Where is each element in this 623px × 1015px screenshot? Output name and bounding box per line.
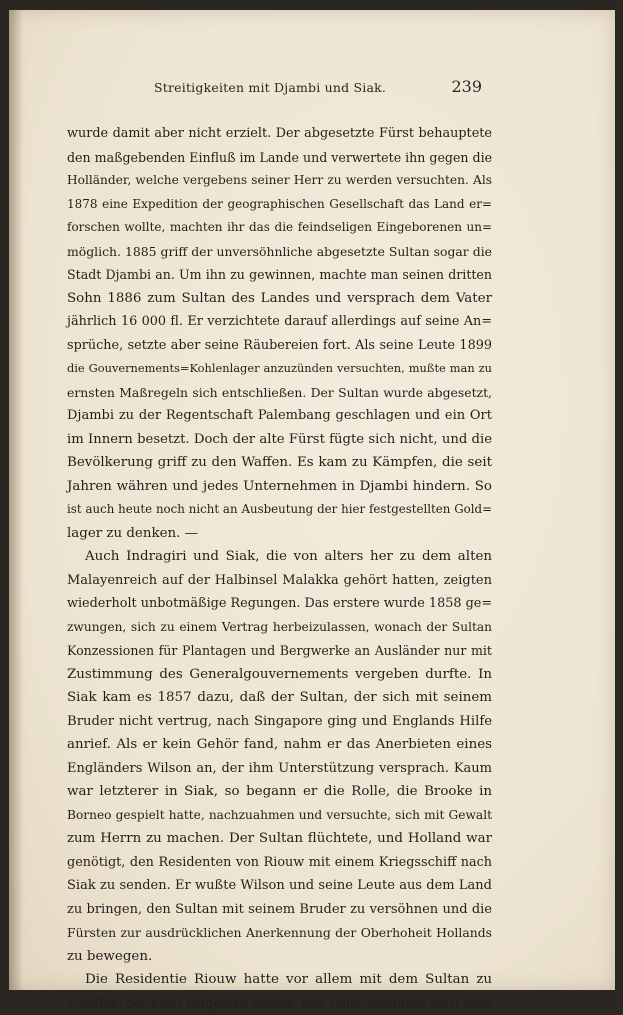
- running-head: [9, 77, 615, 99]
- text-line: Zustimmung des Generalgouvernements vergeben durfte. In: [67, 663, 492, 687]
- text-line: die Gouvernements=Kohlenlager anzuzünden versuchten, mußte man zu: [67, 357, 492, 381]
- text-line: anrief. Als er kein Gehör fand, nahm er das Anerbieten eines: [67, 733, 492, 757]
- text-line: wurde damit aber nicht erzielt. Der abgesetzte Fürst behauptete: [67, 122, 492, 146]
- text-line: Siak kam es 1857 dazu, daß der Sultan, der sich mit seinem: [67, 686, 492, 710]
- text-line: Bruder nicht vertrug, nach Singapore ging und Englands Hilfe: [67, 710, 492, 734]
- text-line: forschen wollte, machten ihr das die feindseligen Eingeborenen un=: [67, 216, 492, 240]
- text-line: schaffen, der nicht vergessen konnte, daß seine Vorfahren einst über: [67, 992, 492, 1015]
- running-title: Streitigkeiten mit Djambi und Siak.: [154, 80, 386, 95]
- text-line: Jahren währen und jedes Unternehmen in Djambi hindern. So: [67, 475, 492, 499]
- text-line: im Innern besetzt. Doch der alte Fürst fügte sich nicht, und die: [67, 428, 492, 452]
- text-line: Auch Indragiri und Siak, die von alters her zu dem alten: [67, 545, 492, 569]
- text-line: 1878 eine Expedition der geographischen Gesellschaft das Land er=: [67, 193, 492, 217]
- text-line: Sohn 1886 zum Sultan des Landes und versprach dem Vater: [67, 287, 492, 311]
- text-line: ist auch heute noch nicht an Ausbeutung der hier festgestellten Gold=: [67, 498, 492, 522]
- text-line: zum Herrn zu machen. Der Sultan flüchtete, und Holland war: [67, 827, 492, 851]
- text-line: Engländers Wilson an, der ihm Unterstützung versprach. Kaum: [67, 757, 492, 781]
- text-line: zu bringen, den Sultan mit seinem Bruder zu versöhnen und die: [67, 898, 492, 922]
- text-line: zwungen, sich zu einem Vertrag herbeizulassen, wonach der Sultan: [67, 616, 492, 640]
- text-line: wiederholt unbotmäßige Regungen. Das erstere wurde 1858 ge=: [67, 592, 492, 616]
- text-line: Malayenreich auf der Halbinsel Malakka gehört hatten, zeigten: [67, 569, 492, 593]
- text-line: genötigt, den Residenten von Riouw mit einem Kriegsschiff nach: [67, 851, 492, 875]
- body-text: [67, 122, 492, 1015]
- text-line: Bevölkerung griff zu den Waffen. Es kam zu Kämpfen, die seit: [67, 451, 492, 475]
- text-line: Konzessionen für Plantagen und Bergwerke an Ausländer nur mit: [67, 639, 492, 663]
- text-line: Siak zu senden. Er wußte Wilson und seine Leute aus dem Land: [67, 874, 492, 898]
- text-line: ernsten Maßregeln sich entschließen. Der Sultan wurde abgesetzt,: [67, 381, 492, 405]
- text-line: Djambi zu der Regentschaft Palembang geschlagen und ein Ort: [67, 404, 492, 428]
- text-line: Stadt Djambi an. Um ihn zu gewinnen, machte man seinen dritten: [67, 263, 492, 287]
- text-line: lager zu denken. —: [67, 522, 492, 546]
- book-page: [9, 10, 615, 990]
- page-number: 239: [451, 77, 482, 96]
- text-line: war letzterer in Siak, so begann er die Rolle, die Brooke in: [67, 780, 492, 804]
- text-line: sprüche, setzte aber seine Räubereien fort. Als seine Leute 1899: [67, 334, 492, 358]
- text-line: Die Residentie Riouw hatte vor allem mit dem Sultan zu: [67, 968, 492, 992]
- page-gutter-shadow: [9, 10, 23, 990]
- text-line: den maßgebenden Einfluß im Lande und verwertete ihn gegen die: [67, 146, 492, 170]
- text-line: Fürsten zur ausdrücklichen Anerkennung der Oberhoheit Hollands: [67, 921, 492, 945]
- text-line: Borneo gespielt hatte, nachzuahmen und versuchte, sich mit Gewalt: [67, 804, 492, 828]
- text-line: zu bewegen.: [67, 945, 492, 969]
- text-line: jährlich 16 000 fl. Er verzichtete darauf allerdings auf seine An=: [67, 310, 492, 334]
- text-line: Holländer, welche vergebens seiner Herr zu werden versuchten. Als: [67, 169, 492, 193]
- text-line: möglich. 1885 griff der unversöhnliche abgesetzte Sultan sogar die: [67, 240, 492, 264]
